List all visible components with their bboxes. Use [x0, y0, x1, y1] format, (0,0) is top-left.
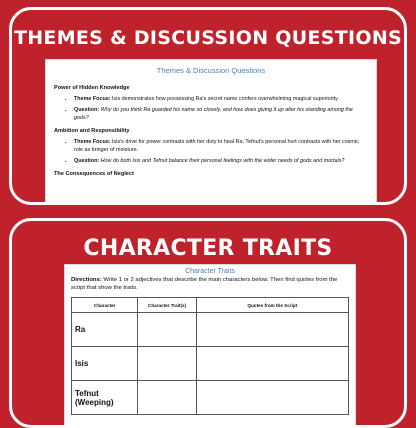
character-traits-document-title: Character Traits	[185, 268, 235, 275]
section-heading: Power of Hidden Knowledge	[54, 85, 130, 91]
item-label: Question:	[74, 158, 100, 165]
item-label: Theme Focus:	[74, 139, 111, 146]
list-item	[74, 96, 368, 103]
section-heading: Ambition and Responsibility	[54, 128, 130, 135]
list-item	[74, 139, 368, 154]
character-traits-table	[71, 297, 349, 415]
section-heading: The Consequences of Neglect	[54, 171, 134, 178]
themes-document-title: Themes & Discussion Questions	[156, 66, 266, 75]
table-row	[72, 313, 349, 347]
themes-banner-title: THEMES & DISCUSSION QUESTIONS	[13, 27, 403, 49]
quote-cell	[196, 313, 348, 347]
quote-cell	[196, 381, 348, 415]
directions-text	[71, 277, 349, 292]
themes-document-preview	[46, 60, 376, 202]
character-name-cell: Ra	[72, 313, 138, 347]
item-text: Isis's drive for power contrasts with her duty to heal Ra; Tefnut's personal hurt contrasts with her cosmic role as bringer of moisture.	[74, 139, 359, 153]
trait-cell	[138, 313, 196, 347]
section-list	[54, 139, 368, 165]
character-traits-card	[9, 218, 407, 428]
directions-body: Write 1 or 2 adjectives that describe the main characters below. Then find quotes from the script that show the traits.	[71, 277, 338, 291]
table-header-row	[72, 298, 349, 313]
list-item	[74, 107, 368, 122]
list-item	[74, 158, 368, 165]
table-row	[72, 347, 349, 381]
section-list	[54, 96, 368, 122]
character-traits-banner-title: CHARACTER TRAITS	[83, 236, 333, 261]
character-traits-document-preview	[65, 265, 355, 428]
column-header: Character Trait(s)	[138, 298, 196, 313]
directions-label: Directions:	[71, 277, 102, 283]
item-text: Why do you think Ra guarded his name so closely, and how does giving it up alter his standing among the gods?	[74, 107, 353, 121]
table-row	[72, 381, 349, 415]
character-name-cell: Isis	[72, 347, 138, 381]
character-name-cell: Tefnut (Weeping)	[72, 381, 138, 415]
themes-card	[9, 7, 407, 205]
item-label: Theme Focus:	[74, 96, 111, 102]
column-header: Character	[72, 298, 138, 313]
item-label: Question:	[74, 107, 100, 114]
quote-cell	[196, 347, 348, 381]
column-header: Quotes from the Script	[196, 298, 348, 313]
item-text: Isis demonstrates how possessing Ra's secret name confers overwhelming magical superiority.	[112, 96, 339, 102]
trait-cell	[138, 381, 196, 415]
item-text: How do both Isis and Tefnut balance their personal feelings with the wider needs of gods and mortals?	[100, 158, 345, 165]
trait-cell	[138, 347, 196, 381]
